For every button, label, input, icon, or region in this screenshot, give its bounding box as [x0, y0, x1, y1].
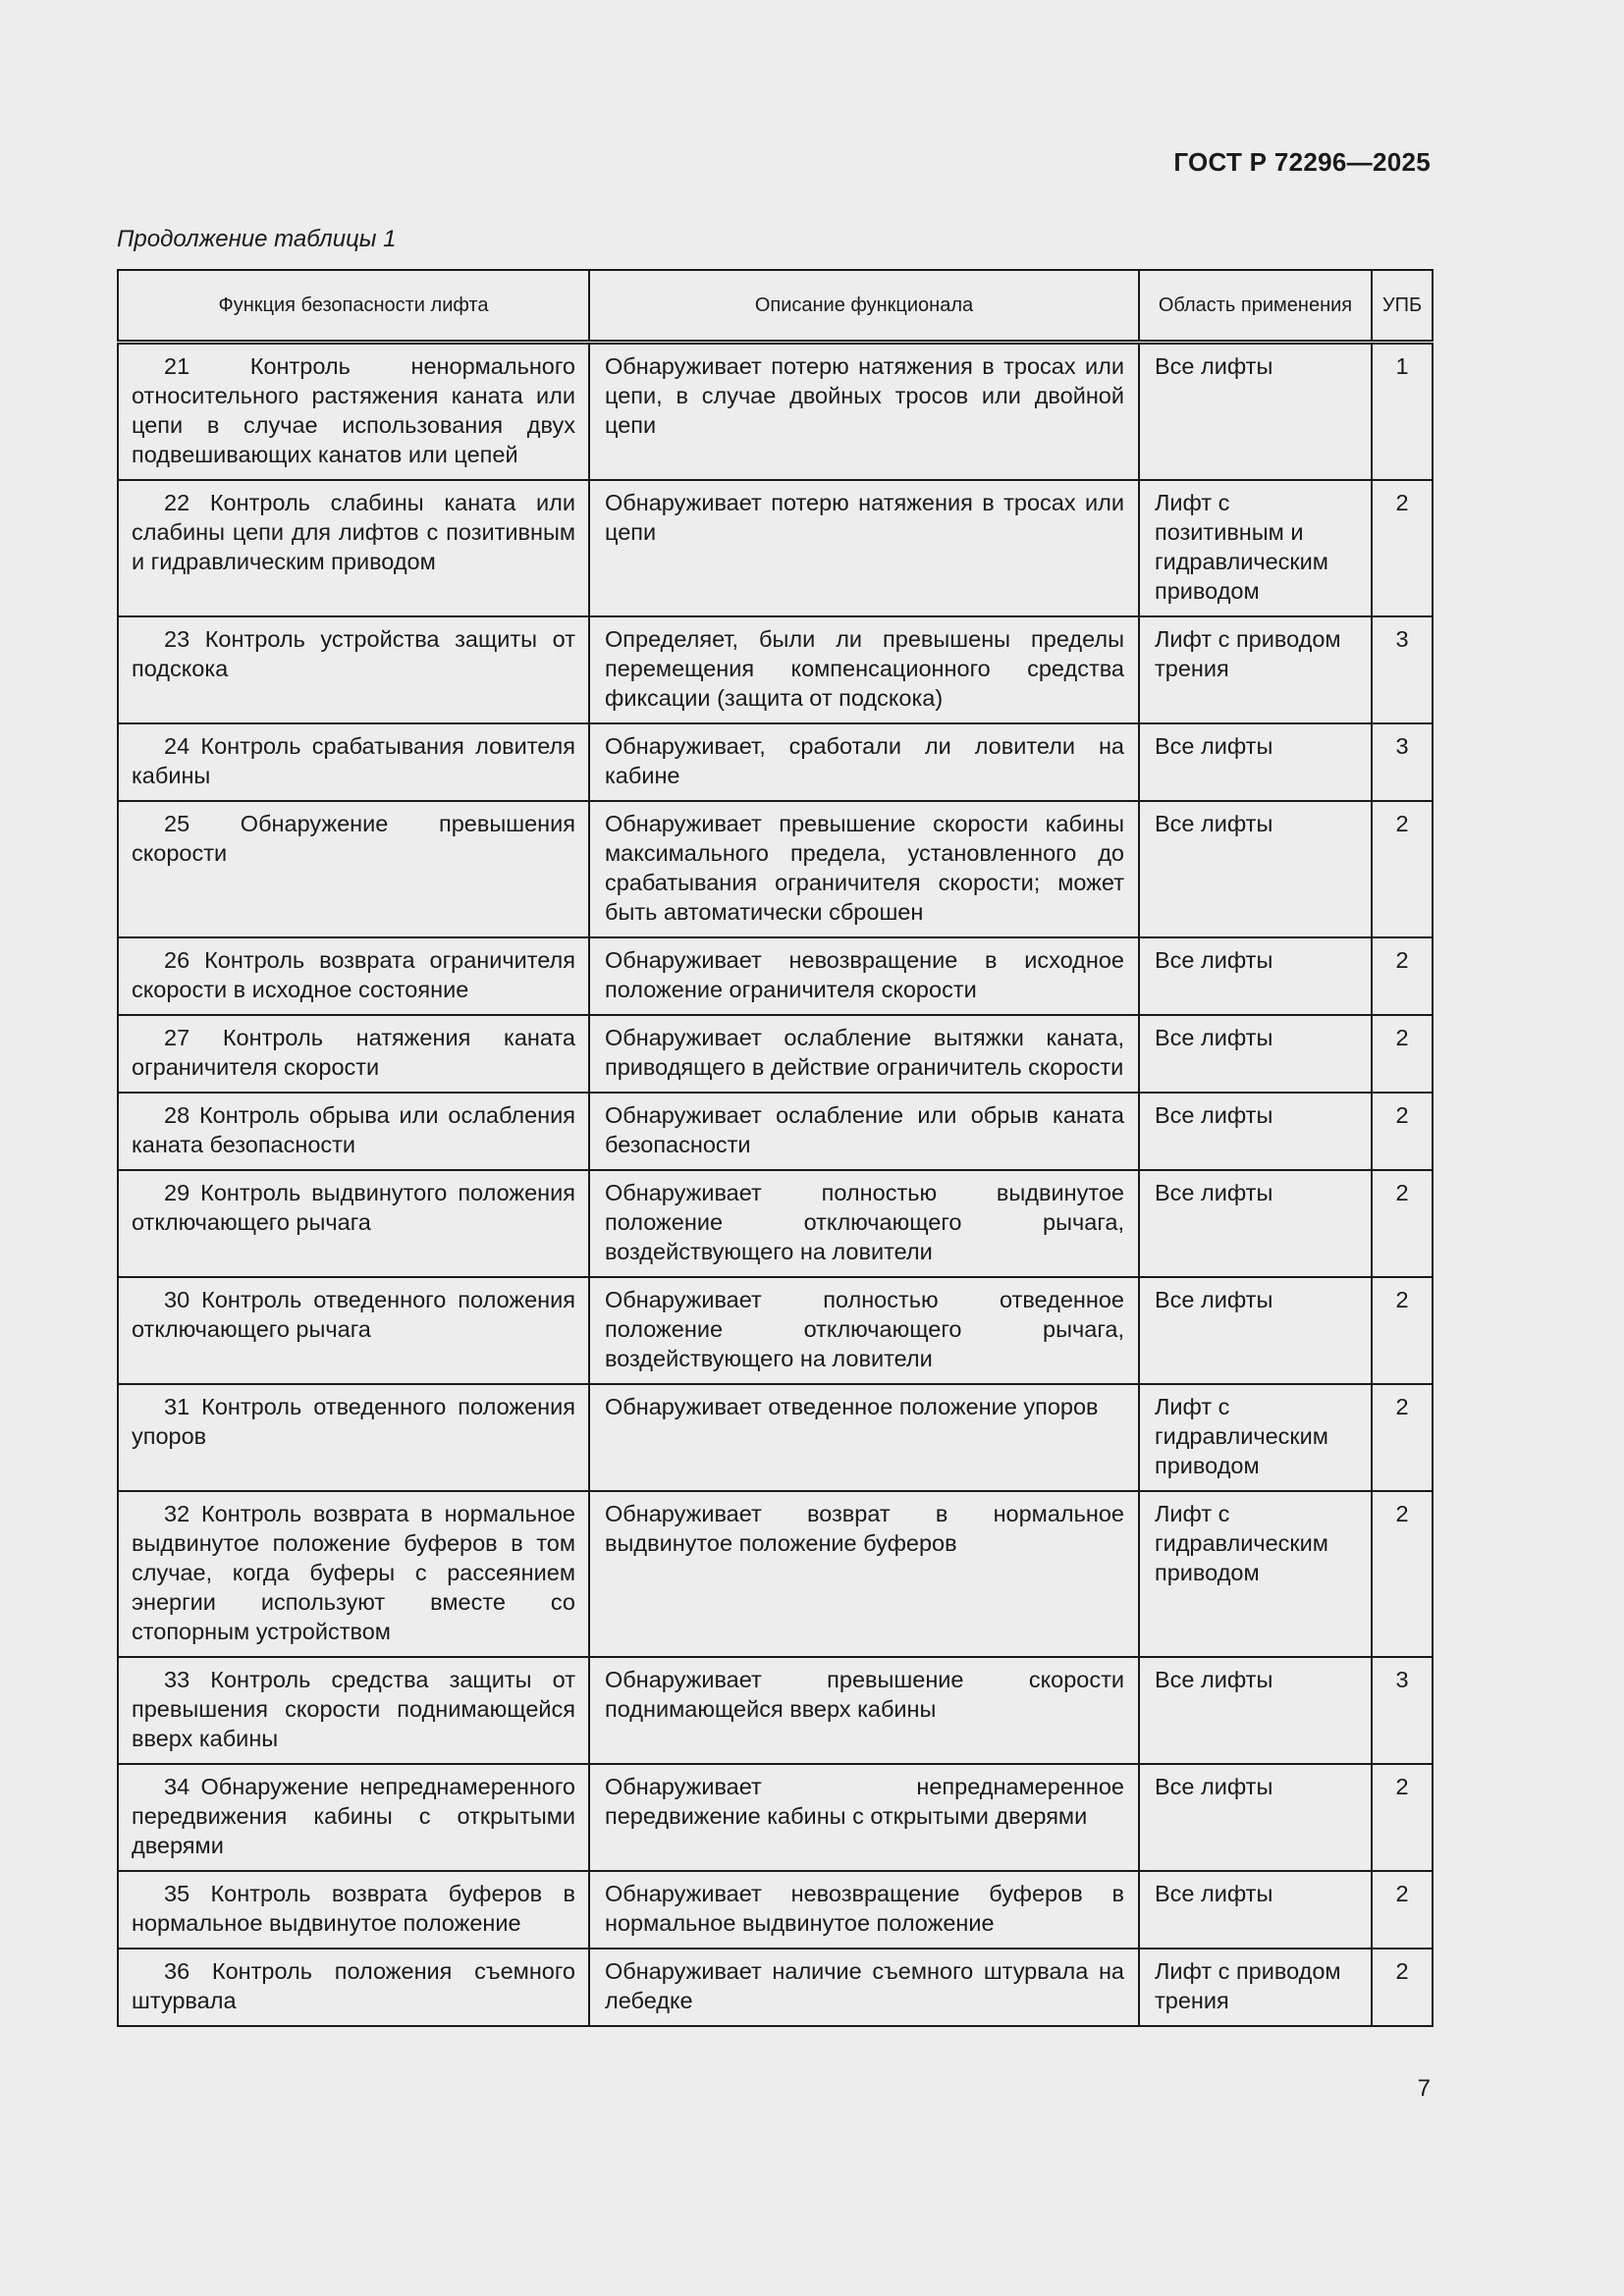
scope-cell: Лифт с гидравлическим приводом: [1139, 1384, 1372, 1491]
table-header-row: [118, 270, 1433, 342]
description-cell: Обнаруживает наличие съемного штурвала на лебедке: [589, 1949, 1139, 2026]
upb-cell: 2: [1372, 1015, 1433, 1093]
upb-cell: 2: [1372, 1764, 1433, 1871]
table-row: [118, 616, 1433, 723]
function-cell: 35 Контроль возврата буферов в нормальное выдвинутое положение: [118, 1871, 589, 1949]
scope-cell: Все лифты: [1139, 1170, 1372, 1277]
table-row: [118, 1764, 1433, 1871]
table-row: [118, 723, 1433, 801]
description-cell: Обнаруживает возврат в нормальное выдвинутое положение буферов: [589, 1491, 1139, 1657]
scope-cell: Лифт с гидравлическим приводом: [1139, 1491, 1372, 1657]
upb-cell: 2: [1372, 1277, 1433, 1384]
upb-cell: 1: [1372, 342, 1433, 480]
description-cell: Обнаруживает, сработали ли ловители на кабине: [589, 723, 1139, 801]
scope-cell: Лифт с позитивным и гидравлическим приводом: [1139, 480, 1372, 616]
description-cell: Обнаруживает ослабление или обрыв каната безопасности: [589, 1093, 1139, 1170]
description-cell: Обнаруживает непреднамеренное передвижение кабины с открытыми дверями: [589, 1764, 1139, 1871]
table-row: [118, 1093, 1433, 1170]
table-row: [118, 801, 1433, 937]
function-cell: 21 Контроль ненормального относительного растяжения каната или цепи в случае использования двух подвешивающих канатов или цепей: [118, 342, 589, 480]
function-cell: 36 Контроль положения съемного штурвала: [118, 1949, 589, 2026]
upb-cell: 3: [1372, 1657, 1433, 1764]
description-cell: Обнаруживает превышение скорости кабины максимального предела, установленного до срабатывания ограничителя скорости; может быть автоматически сброшен: [589, 801, 1139, 937]
description-cell: Обнаруживает невозвращение буферов в нормальное выдвинутое положение: [589, 1871, 1139, 1949]
scope-cell: Все лифты: [1139, 1657, 1372, 1764]
scope-cell: Все лифты: [1139, 1015, 1372, 1093]
description-cell: Обнаруживает полностью отведенное положение отключающего рычага, воздействующего на ловители: [589, 1277, 1139, 1384]
upb-cell: 2: [1372, 1949, 1433, 2026]
function-cell: 33 Контроль средства защиты от превышения скорости поднимающейся вверх кабины: [118, 1657, 589, 1764]
safety-functions-table: [117, 269, 1434, 2027]
scope-cell: Все лифты: [1139, 1764, 1372, 1871]
table-row: [118, 1871, 1433, 1949]
table-row: [118, 937, 1433, 1015]
upb-cell: 2: [1372, 1093, 1433, 1170]
column-header-function: Функция безопасности лифта: [118, 270, 589, 342]
upb-cell: 2: [1372, 1491, 1433, 1657]
description-cell: Обнаруживает потерю натяжения в тросах или цепи: [589, 480, 1139, 616]
table-row: [118, 1949, 1433, 2026]
function-cell: 28 Контроль обрыва или ослабления каната безопасности: [118, 1093, 589, 1170]
function-cell: 26 Контроль возврата ограничителя скорости в исходное состояние: [118, 937, 589, 1015]
description-cell: Обнаруживает потерю натяжения в тросах или цепи, в случае двойных тросов или двойной цепи: [589, 342, 1139, 480]
scope-cell: Все лифты: [1139, 342, 1372, 480]
scope-cell: Все лифты: [1139, 1093, 1372, 1170]
function-cell: 34 Обнаружение непреднамеренного передвижения кабины с открытыми дверями: [118, 1764, 589, 1871]
upb-cell: 3: [1372, 616, 1433, 723]
column-header-scope: Область применения: [1139, 270, 1372, 342]
scope-cell: Все лифты: [1139, 801, 1372, 937]
function-cell: 31 Контроль отведенного положения упоров: [118, 1384, 589, 1491]
upb-cell: 2: [1372, 801, 1433, 937]
upb-cell: 2: [1372, 1871, 1433, 1949]
function-cell: 25 Обнаружение превышения скорости: [118, 801, 589, 937]
table-row: [118, 1491, 1433, 1657]
table-row: [118, 342, 1433, 480]
scope-cell: Все лифты: [1139, 723, 1372, 801]
scope-cell: Все лифты: [1139, 1871, 1372, 1949]
description-cell: Обнаруживает ослабление вытяжки каната, приводящего в действие ограничитель скорости: [589, 1015, 1139, 1093]
function-cell: 29 Контроль выдвинутого положения отключающего рычага: [118, 1170, 589, 1277]
page-number: 7: [1417, 2075, 1431, 2102]
function-cell: 32 Контроль возврата в нормальное выдвинутое положение буферов в том случае, когда буферы с рассеянием энергии используют вместе со стопорным устройством: [118, 1491, 589, 1657]
scope-cell: Все лифты: [1139, 1277, 1372, 1384]
table-row: [118, 1277, 1433, 1384]
scope-cell: Лифт с приводом трения: [1139, 616, 1372, 723]
column-header-description: Описание функционала: [589, 270, 1139, 342]
description-cell: Обнаруживает превышение скорости поднимающейся вверх кабины: [589, 1657, 1139, 1764]
table-row: [118, 1170, 1433, 1277]
table-row: [118, 1015, 1433, 1093]
description-cell: Обнаруживает отведенное положение упоров: [589, 1384, 1139, 1491]
function-cell: 24 Контроль срабатывания ловителя кабины: [118, 723, 589, 801]
description-cell: Обнаруживает невозвращение в исходное положение ограничителя скорости: [589, 937, 1139, 1015]
table-caption: Продолжение таблицы 1: [117, 226, 397, 252]
description-cell: Обнаруживает полностью выдвинутое положение отключающего рычага, воздействующего на ловители: [589, 1170, 1139, 1277]
upb-cell: 3: [1372, 723, 1433, 801]
function-cell: 27 Контроль натяжения каната ограничителя скорости: [118, 1015, 589, 1093]
upb-cell: 2: [1372, 1170, 1433, 1277]
upb-cell: 2: [1372, 937, 1433, 1015]
table-row: [118, 1657, 1433, 1764]
table-row: [118, 480, 1433, 616]
scope-cell: Все лифты: [1139, 937, 1372, 1015]
table-row: [118, 1384, 1433, 1491]
document-code: ГОСТ Р 72296—2025: [1173, 147, 1431, 177]
function-cell: 30 Контроль отведенного положения отключающего рычага: [118, 1277, 589, 1384]
upb-cell: 2: [1372, 1384, 1433, 1491]
description-cell: Определяет, были ли превышены пределы перемещения компенсационного средства фиксации (защита от подскока): [589, 616, 1139, 723]
column-header-upb: УПБ: [1372, 270, 1433, 342]
scope-cell: Лифт с приводом трения: [1139, 1949, 1372, 2026]
function-cell: 22 Контроль слабины каната или слабины цепи для лифтов с позитивным и гидравлическим приводом: [118, 480, 589, 616]
upb-cell: 2: [1372, 480, 1433, 616]
function-cell: 23 Контроль устройства защиты от подскока: [118, 616, 589, 723]
